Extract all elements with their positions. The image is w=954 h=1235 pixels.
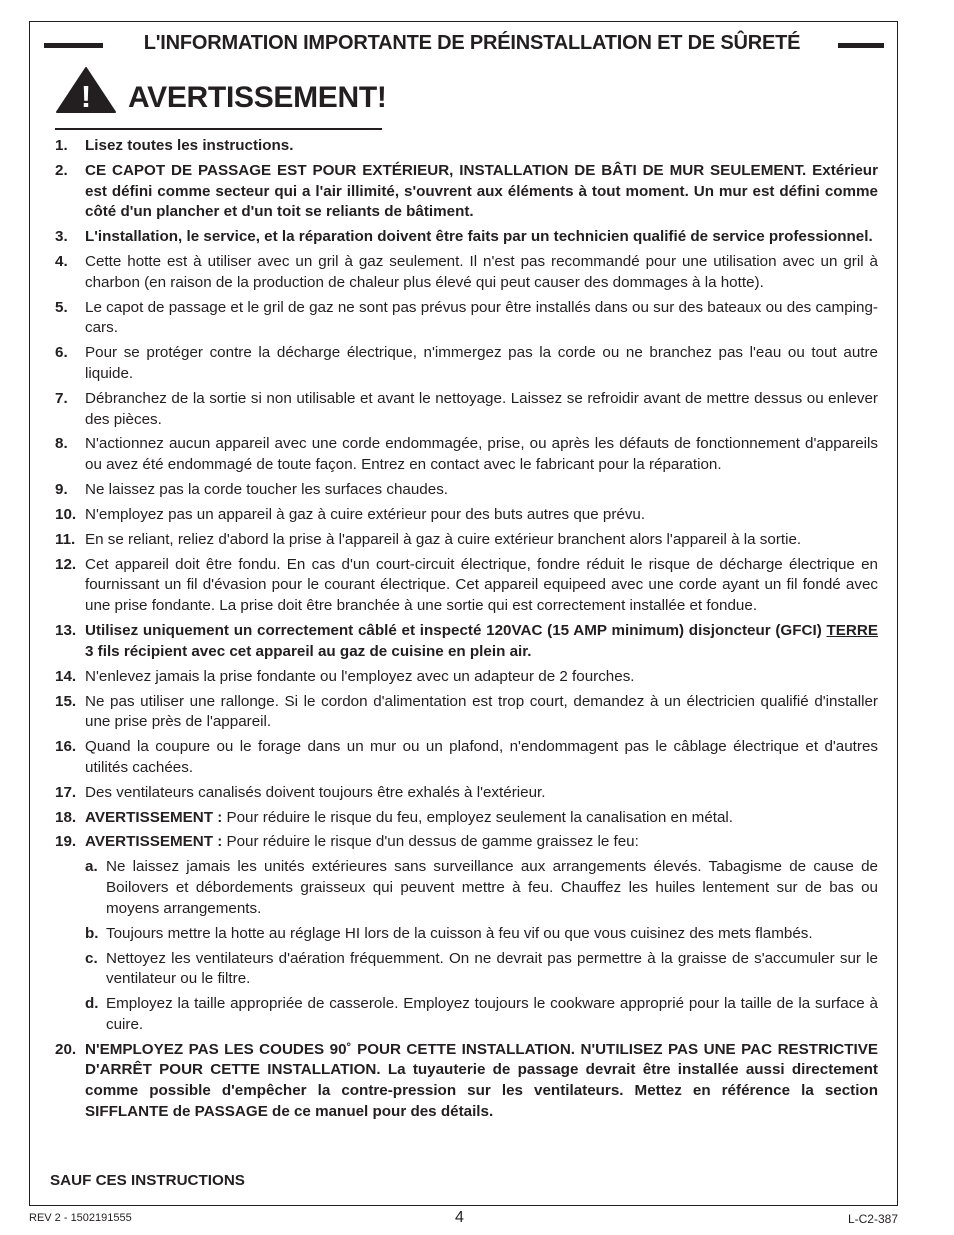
instruction-list — [55, 136, 878, 1127]
item-text: Quand la coupure ou le forage dans un mur ou un plafond, n'endommagent pas le câblage électrique et d'autres utilités cachées. — [85, 738, 878, 776]
item-number: 10. — [55, 505, 77, 523]
list-item — [55, 480, 878, 501]
item-text: Pour réduire le risque du feu, employez seulement la canalisation en métal. — [222, 808, 734, 826]
sub-item-text: Ne laissez jamais les unités extérieures sans surveillance aux arrangements élevés. Tabagisme de cause de Boilovers et débordements graisseux qui peuvent mettre à feu. Chauffez les huiles lentement sur de bas ou moyens arrangements. — [106, 858, 878, 917]
item-text: Cet appareil doit être fondu. En cas d'un court-circuit électrique, fondre réduit le risque de décharge électrique en fournissant un fil d'évasion pour le courant électrique. Cet appareil equipeed avec une corde ayant un fil fondé avec une prise fondante. La prise doit être branchée à une sortie qui est correctement installée et fondue. — [85, 555, 878, 615]
sub-item-letter: d. — [85, 995, 99, 1013]
header-bar-right — [838, 43, 884, 48]
item-number: 3. — [55, 228, 68, 246]
underlined-word: TERRE — [826, 622, 878, 640]
item-number: 6. — [55, 344, 68, 362]
sub-item-text: Employez la taille appropriée de casserole. Employez toujours le cookware approprié pour la taille de la surface à cuire. — [106, 995, 878, 1033]
list-item — [55, 389, 878, 430]
item-bold-text: CE CAPOT DE PASSAGE EST POUR EXTÉRIEUR, INSTALLATION DE BÂTI DE MUR SEULEMENT. Extérieur est défini comme secteur qui a l'air illimité, s'ouvrent aux éléments à tout moment. Un mur est défini comme côté d'un plancher et d'un toit se reliants de bâtiment. — [85, 161, 878, 221]
item-number: 11. — [55, 530, 76, 548]
item-number: 15. — [55, 692, 77, 710]
warning-triangle-icon — [55, 66, 117, 114]
list-item — [55, 555, 878, 617]
item-text: Ne pas utiliser une rallonge. Si le cordon d'alimentation est trop court, demandez à un électricien qualifié d'installer une prise près de l'appareil. — [85, 692, 878, 731]
item-text: Cette hotte est à utiliser avec un gril à gaz seulement. Il n'est pas recommandé pour une utilisation avec un gril à charbon (en raison de la production de chaleur plus élevé qui peut causer des dommages à la hotte). — [85, 253, 878, 291]
list-item — [55, 252, 878, 293]
sub-item-text: Toujours mettre la hotte au réglage HI lors de la cuisson à feu vif ou que vous cuisinez des mets flambés. — [106, 924, 813, 942]
item-bold-text: AVERTISSEMENT : — [85, 833, 223, 851]
item-number: 17. — [55, 783, 77, 801]
item-text: N'employez pas un appareil à gaz à cuire extérieur pour des buts autres que prévu. — [85, 505, 646, 523]
item-text: 3 fils récipient avec cet appareil au gaz de cuisine en plein air. — [85, 642, 532, 660]
document-code: L-C2-387 — [847, 1212, 898, 1226]
sub-list-item — [55, 924, 878, 945]
list-item — [55, 227, 878, 248]
page-number: 4 — [455, 1209, 464, 1226]
list-item — [55, 832, 878, 853]
item-text: N'actionnez aucun appareil avec une corde endommagée, prise, ou après les défauts de fonctionnement d'appareils ou avez été endommagé de toute façon. Entrez en contact avec le fabricant pour la réparation. — [85, 435, 878, 474]
item-number: 7. — [55, 389, 68, 407]
item-bold-text: Lisez toutes les instructions. — [85, 137, 294, 154]
item-text: Des ventilateurs canalisés doivent toujours être exhalés à l'extérieur. — [85, 783, 546, 801]
header-title: L'INFORMATION IMPORTANTE DE PRÉINSTALLATION ET DE SÛRETÉ — [143, 32, 801, 54]
list-item — [55, 343, 878, 384]
list-item — [55, 783, 878, 804]
section-header — [40, 28, 884, 60]
list-item — [55, 692, 878, 733]
item-number: 2. — [55, 161, 68, 179]
list-item-20 — [55, 1040, 878, 1123]
list-item-13 — [55, 621, 878, 662]
item-number: 13. — [55, 622, 77, 640]
sub-item-text: Nettoyez les ventilateurs d'aération fréquemment. On ne devrait pas permettre à la graisse de s'accumuler sur le ventilateur ou le filtre. — [106, 949, 878, 988]
item-text: N'enlevez jamais la prise fondante ou l'employez avec un adapteur de 2 fourches. — [85, 667, 635, 685]
item-number: 20. — [55, 1040, 77, 1058]
sub-list-item — [55, 949, 878, 990]
revision-label: REV 2 - 1502191555 — [29, 1212, 132, 1224]
item-number: 14. — [55, 667, 77, 685]
sub-list-item — [55, 857, 878, 919]
list-item — [55, 667, 878, 688]
closing-text: SAUF CES INSTRUCTIONS — [50, 1172, 245, 1189]
item-number: 4. — [55, 253, 68, 271]
header-bar-left — [44, 43, 103, 48]
item-number: 9. — [55, 481, 68, 499]
item-number: 18. — [55, 808, 77, 826]
page-frame — [29, 21, 898, 1206]
item-text: Le capot de passage et le gril de gaz ne sont pas prévus pour être installés dans ou sur des bateaux ou des camping-cars. — [85, 298, 878, 337]
list-item — [55, 136, 878, 157]
item-text: Pour réduire le risque d'un dessus de gamme graissez le feu: — [222, 833, 639, 851]
item-text: En se reliant, reliez d'abord la prise à l'appareil à gaz à cuire extérieur branchent alors l'appareil à la sortie. — [85, 530, 802, 548]
item-bold-text: L'installation, le service, et la réparation doivent être faits par un technicien qualifié de service professionnel. — [85, 228, 873, 246]
list-item — [55, 161, 878, 223]
warning-underline — [55, 128, 382, 130]
item-number: 8. — [55, 435, 68, 453]
item-text: Ne laissez pas la corde toucher les surfaces chaudes. — [85, 481, 449, 499]
warning-title: AVERTISSEMENT! — [128, 81, 387, 114]
list-item — [55, 737, 878, 778]
list-item — [55, 298, 878, 339]
page-footer — [0, 1209, 954, 1229]
item-number: 19. — [55, 833, 77, 851]
item-number: 12. — [55, 555, 77, 573]
item-text: Pour se protéger contre la décharge électrique, n'immergez pas la corde ou ne branchez pas l'eau ou tout autre liquide. — [85, 344, 878, 382]
list-item — [55, 434, 878, 475]
sub-item-letter: b. — [85, 924, 99, 942]
item-text: Utilisez uniquement un correctement câblé et inspecté 120VAC (15 AMP minimum) disjoncteur (GFCI) — [85, 622, 827, 640]
item-number: 16. — [55, 738, 77, 756]
sub-list-item — [55, 994, 878, 1035]
item-bold-text: AVERTISSEMENT : — [85, 808, 223, 826]
item-text: Débranchez de la sortie si non utilisable et avant le nettoyage. Laissez se refroidir avant de mettre dessus ou enlever des pièces. — [85, 389, 878, 428]
list-item — [55, 505, 878, 526]
item-number: 5. — [55, 298, 68, 316]
list-item — [55, 530, 878, 551]
warning-mark: ! — [80, 79, 92, 114]
item-number: 1. — [55, 137, 68, 154]
sub-item-letter: c. — [85, 949, 98, 967]
item-text: N'EMPLOYEZ PAS LES COUDES 90˚ POUR CETTE INSTALLATION. N'UTILISEZ PAS UNE PAC RESTRICTIVE D'ARRÊT POUR CETTE INSTALLATION. La tuyauterie de passage devrait être installée aussi directement comme possible d'empêcher la contre-pression sur les ventilateurs. Mettez en référence la section SIFFLANTE de PASSAGE de ce manuel pour des détails. — [85, 1040, 878, 1120]
list-item — [55, 808, 878, 829]
sub-item-letter: a. — [85, 858, 98, 876]
